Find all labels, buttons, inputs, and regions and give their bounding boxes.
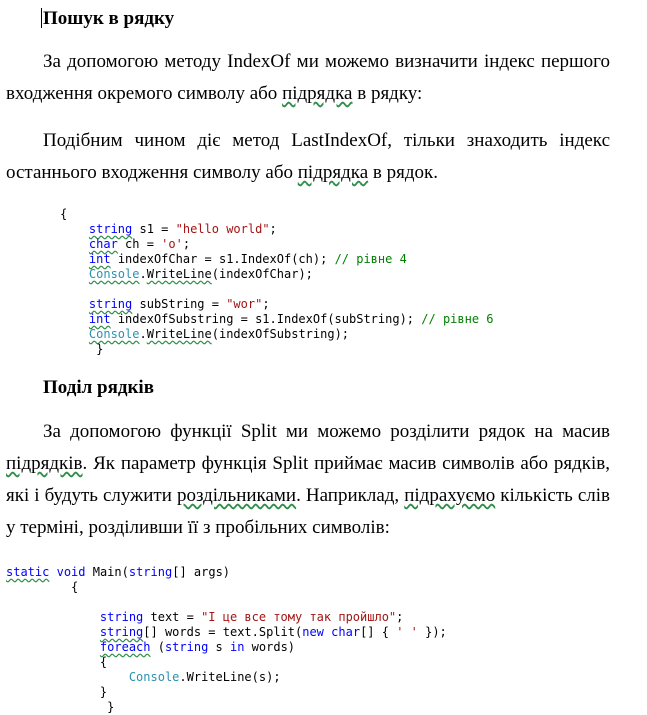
code-line: Console.WriteLine(s);	[128, 670, 281, 684]
paragraph-line: у терміні, розділивши її з пробільних символів:	[6, 517, 390, 538]
paragraph-line: входження окремого символу або підрядка в рядку:	[6, 83, 423, 104]
code-line: int indexOfChar = s1.IndexOf(ch); // рівне 4	[88, 252, 407, 266]
code-line: }	[107, 700, 115, 714]
spellcheck-word: підрядка	[282, 83, 353, 104]
paragraph-line: За допомогою методу IndexOf ми можемо визначити індекс першого	[43, 51, 610, 72]
code-line: string s1 = "hello world";	[88, 222, 277, 236]
code-line: }	[99, 685, 108, 699]
code-line: char ch = 'o';	[88, 237, 191, 251]
code-line: Console.WriteLine(indexOfChar);	[88, 267, 313, 281]
spellcheck-word: роздільниками	[176, 485, 297, 506]
code-line: }	[96, 342, 104, 356]
code-blank-line	[6, 595, 447, 610]
code-line: int indexOfSubstring = s1.IndexOf(subString); // рівне 6	[88, 312, 494, 326]
paragraph-split	[6, 416, 610, 544]
heading-string-split: Поділ рядків	[43, 377, 154, 398]
spellcheck-word: підрядків	[6, 453, 83, 474]
code-line: {	[71, 580, 79, 594]
paragraph-lastindexof	[6, 125, 610, 189]
text-cursor	[41, 8, 42, 28]
spellcheck-word: підрядка	[297, 162, 369, 183]
paragraph-indexof	[6, 46, 610, 110]
spellcheck-word: підрахуємо	[404, 485, 496, 506]
heading-search-in-string: Пошук в рядку	[43, 8, 175, 29]
code-line: foreach (string s in words)	[99, 640, 296, 654]
code-block-indexof	[60, 207, 494, 357]
code-line: static void Main(string[] args)	[6, 565, 231, 579]
paragraph-line: останнього входження символу або підрядка в рядок.	[6, 162, 439, 183]
code-blank-line	[60, 282, 494, 297]
code-line: string text = "І це все тому так пройшло";	[99, 610, 404, 624]
code-line: string subString = "wor";	[88, 297, 270, 311]
code-line: string[] words = text.Split(new char[] { ' ' });	[99, 625, 447, 639]
code-line: {	[60, 207, 68, 221]
code-line: {	[99, 655, 108, 669]
paragraph-line: За допомогою функції Split ми можемо розділити рядок на масив	[43, 421, 610, 442]
paragraph-line: Подібним чином діє метод LastIndexOf, тільки знаходить індекс	[43, 130, 610, 151]
code-line: Console.WriteLine(indexOfSubstring);	[88, 327, 350, 341]
paragraph-line: які і будуть служити роздільниками. Наприклад, підрахуємо кількість слів	[6, 485, 611, 506]
paragraph-line: підрядків. Як параметр функція Split приймає масив символів або рядків,	[6, 453, 610, 474]
code-block-split	[6, 565, 447, 715]
